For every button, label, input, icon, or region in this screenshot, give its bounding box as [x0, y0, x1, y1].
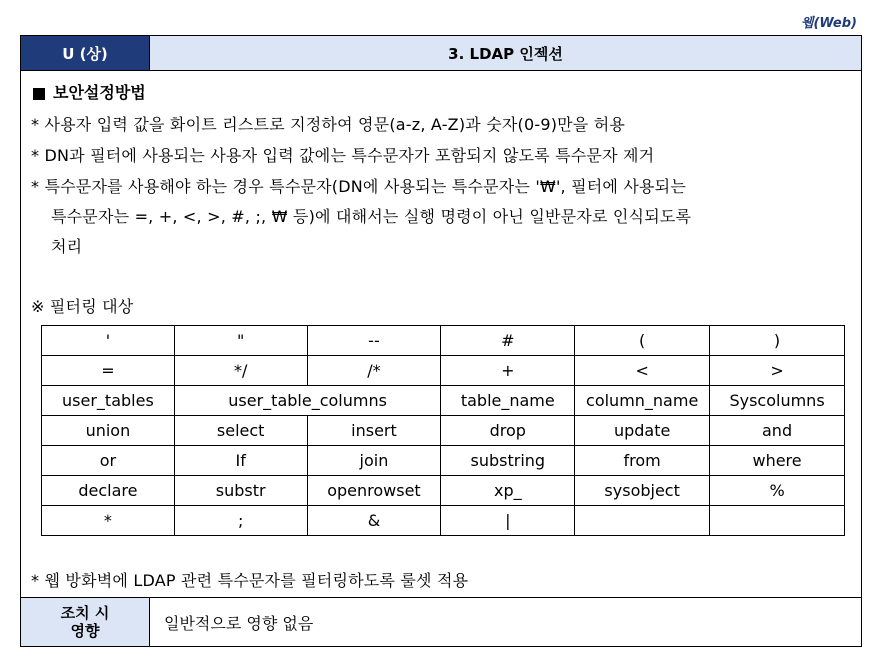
table-cell: select [174, 416, 307, 446]
document-frame [20, 35, 862, 647]
table-cell: % [710, 476, 845, 506]
table-cell: /* [307, 356, 441, 386]
table-row [42, 326, 845, 356]
table-cell: > [710, 356, 845, 386]
table-cell: ) [710, 326, 845, 356]
table-cell: | [441, 506, 575, 536]
table-cell: # [441, 326, 575, 356]
item-title: 3. LDAP 인젝션 [150, 36, 861, 70]
table-row [42, 416, 845, 446]
table-cell [575, 506, 710, 536]
filter-title: ※ 필터링 대상 [31, 297, 134, 316]
table-cell: " [174, 326, 307, 356]
table-cell: */ [174, 356, 307, 386]
table-cell: declare [42, 476, 175, 506]
table-cell: table_name [441, 386, 575, 416]
table-cell: & [307, 506, 441, 536]
table-cell: = [42, 356, 175, 386]
table-cell: union [42, 416, 175, 446]
table-cell: Syscolumns [710, 386, 845, 416]
table-cell: sysobject [575, 476, 710, 506]
table-cell: + [441, 356, 575, 386]
table-cell: If [174, 446, 307, 476]
guideline-3: * 특수문자를 사용해야 하는 경우 특수문자(DN에 사용되는 특수문자는 '₩', 필터에 사용되는 [31, 177, 686, 196]
table-cell: substr [174, 476, 307, 506]
table-row [42, 446, 845, 476]
table-cell: openrowset [307, 476, 441, 506]
guideline-3-end: 처리 [51, 237, 83, 256]
waf-note: * 웹 방화벽에 LDAP 관련 특수문자를 필터링하도록 룰셋 적용 [31, 571, 469, 590]
table-cell: xp_ [441, 476, 575, 506]
table-row [42, 386, 845, 416]
filter-table [41, 325, 845, 536]
table-cell [710, 506, 845, 536]
table-cell: ( [575, 326, 710, 356]
square-bullet-icon [33, 88, 45, 100]
impact-value: 일반적으로 영향 없음 [164, 613, 314, 633]
table-cell: -- [307, 326, 441, 356]
guideline-1: * 사용자 입력 값을 화이트 리스트로 지정하여 영문(a-z, A-Z)과 숫자(0-9)만을 허용 [31, 115, 626, 134]
guideline-3-cont: 특수문자는 =, +, <, >, #, ;, ₩ 등)에 대해서는 실행 명령이 아닌 일반문자로 인식되도록 [51, 207, 692, 226]
table-cell: update [575, 416, 710, 446]
table-cell: user_tables [42, 386, 175, 416]
table-cell: insert [307, 416, 441, 446]
guideline-2: * DN과 필터에 사용되는 사용자 입력 값에는 특수문자가 포함되지 않도록 특수문자 제거 [31, 146, 655, 165]
impact-row [21, 597, 861, 646]
table-cell: * [42, 506, 175, 536]
table-cell: < [575, 356, 710, 386]
table-cell: column_name [575, 386, 710, 416]
table-cell: ' [42, 326, 175, 356]
table-cell: or [42, 446, 175, 476]
table-row [42, 356, 845, 386]
table-row [42, 506, 845, 536]
table-cell: from [575, 446, 710, 476]
table-cell: substring [441, 446, 575, 476]
severity-label: U (상) [21, 36, 150, 70]
table-cell: drop [441, 416, 575, 446]
table-row [42, 476, 845, 506]
section-title: 보안설정방법 [33, 80, 146, 103]
web-tag: 웹(Web) [800, 16, 857, 31]
table-cell: user_table_columns [174, 386, 441, 416]
table-cell: where [710, 446, 845, 476]
header-bar [21, 36, 861, 71]
table-cell: ; [174, 506, 307, 536]
table-cell: and [710, 416, 845, 446]
impact-label: 조치 시 영향 [21, 598, 150, 646]
table-cell: join [307, 446, 441, 476]
